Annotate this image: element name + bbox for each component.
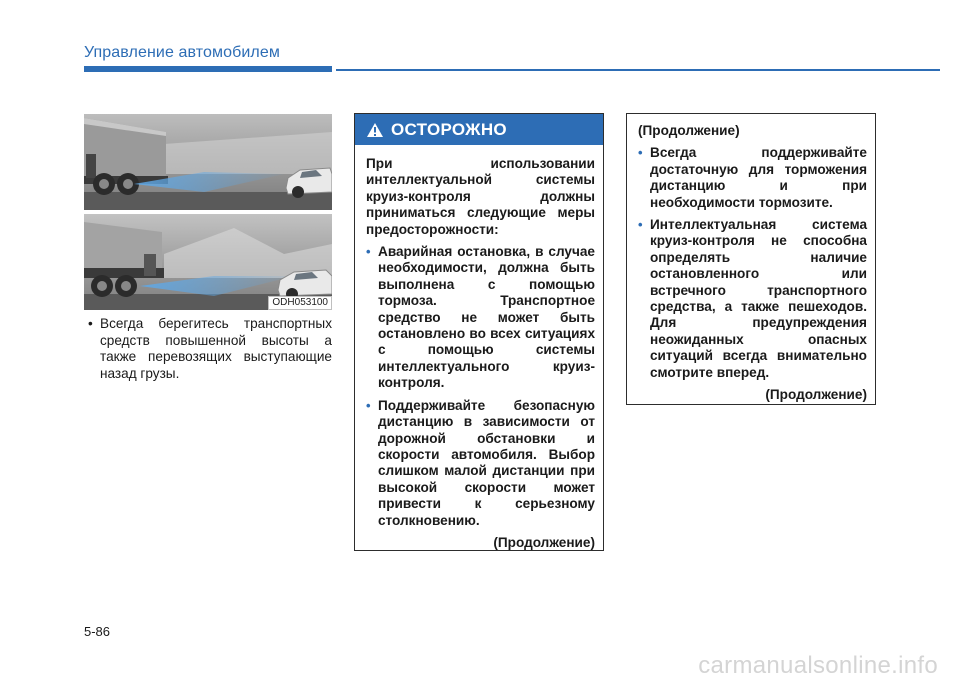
continuation-item-text: Интеллектуальная система круиз-контроля не способна определять наличие остановленного или встречного транспортного средства, а также пешеходов. Для предупреждения неожиданных опасных ситуаций всегда внимательно смотрите вперед. xyxy=(650,217,867,380)
left-bullet-item xyxy=(84,316,332,382)
page-number: 5-86 xyxy=(84,624,111,639)
warning-item xyxy=(366,244,595,392)
figure-code: ODH053100 xyxy=(268,296,332,310)
continuation-body xyxy=(627,114,875,404)
bullet-marker: • xyxy=(366,397,371,413)
illustration-panel-top xyxy=(84,114,332,210)
continuation-head: (Продолжение) xyxy=(638,123,740,138)
warning-item xyxy=(366,398,595,529)
warning-intro: При использовании интеллектуальной системы круиз-контроля должны приниматься следующие меры предосторожности: xyxy=(366,156,595,237)
continued-note: (Продолжение) xyxy=(765,387,867,403)
watermark: carmanualsonline.info xyxy=(698,652,938,679)
bullet-marker: • xyxy=(638,217,643,233)
continuation-item xyxy=(638,145,867,211)
warning-box xyxy=(354,113,604,551)
left-bullet-text: Всегда берегитесь транспортных средств повышенной высоты а также перевозящих выступающие назад грузы. xyxy=(100,316,332,381)
warning-item-text: Аварийная остановка, в случае необходимости, должна быть выполнена с помощью тормоза. Транспортное средство не может быть остановлено во всех ситуациях с помощью системы интеллектуального круиз-контроля. xyxy=(378,244,595,391)
warning-body xyxy=(355,145,603,551)
warning-title: ОСТОРОЖНО xyxy=(391,119,507,139)
section-title: Управление автомобилем xyxy=(84,44,280,61)
continued-note: (Продолжение) xyxy=(493,534,595,550)
warning-header xyxy=(355,114,603,145)
header-rule-thick xyxy=(84,66,332,72)
warning-item-text: Поддерживайте безопасную дистанцию в зависимости от дорожной обстановки и скорости автомобиля. Выбор слишком малой дистанции при высокой скорости может привести к серьезному столкновению. xyxy=(378,397,595,528)
continuation-item-text: Всегда поддерживайте достаточную для торможения дистанцию и при необходимости тормозите. xyxy=(650,145,867,210)
bullet-marker: • xyxy=(638,145,643,161)
bullet-marker: • xyxy=(88,316,93,331)
warning-triangle-icon xyxy=(367,123,383,137)
illustration-radar-truck xyxy=(84,114,332,310)
continuation-box xyxy=(626,113,876,405)
bullet-marker: • xyxy=(366,244,371,260)
continuation-item xyxy=(638,217,867,381)
header-rule-thin xyxy=(336,69,940,71)
